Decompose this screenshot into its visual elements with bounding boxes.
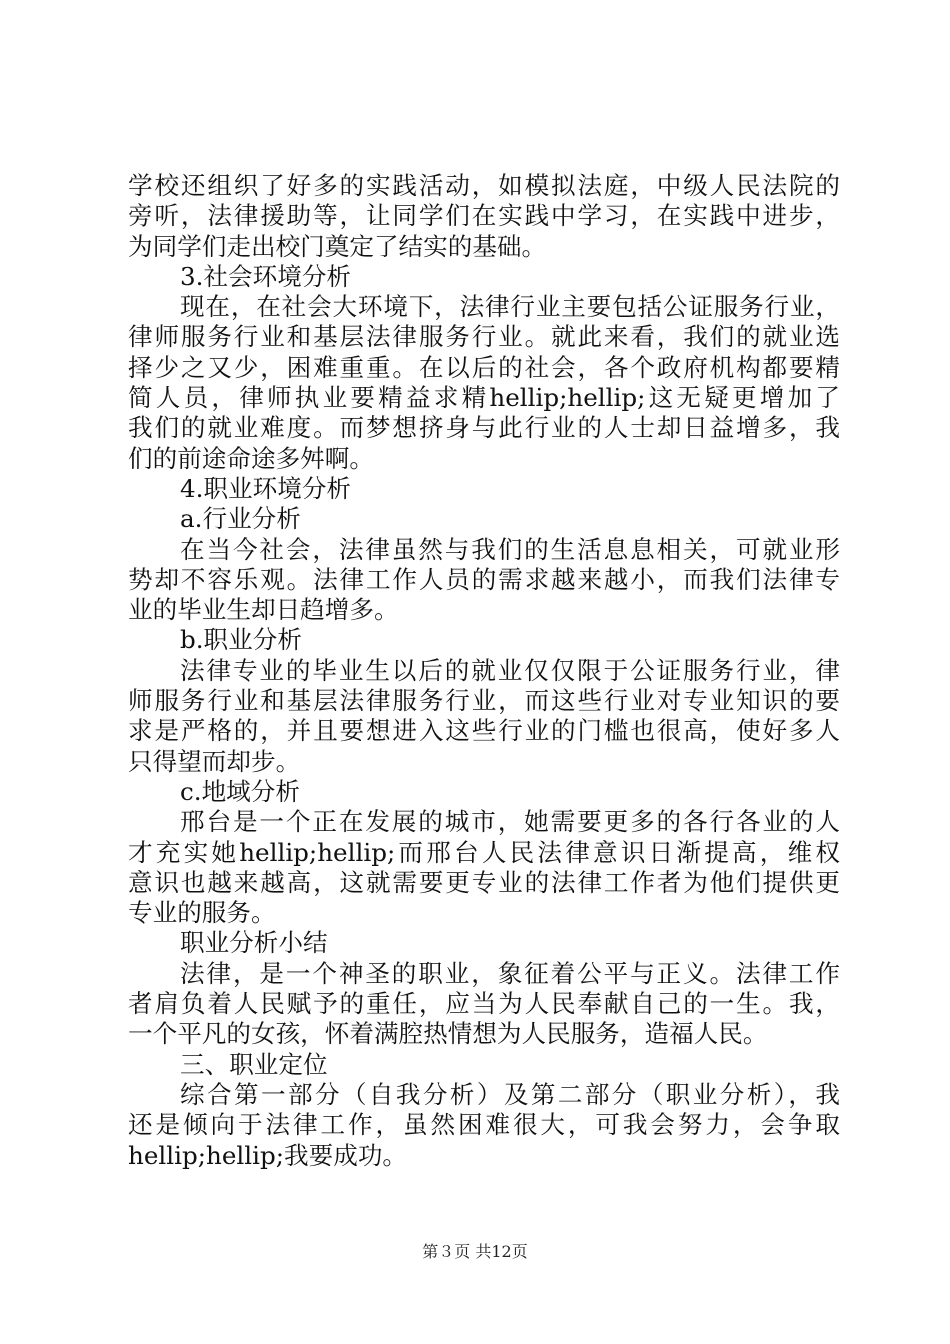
- text-line: 求是严格的，并且要想进入这些行业的门槛也很高，使好多人: [128, 716, 840, 746]
- text-line: 才充实她hellip;hellip;而邢台人民法律意识日渐提高，维权: [128, 837, 840, 867]
- text-line: 律师服务行业和基层法律服务行业。就此来看，我们的就业选: [128, 322, 840, 352]
- text-line: 只得望而却步。: [128, 746, 301, 776]
- text-line: 专业的服务。: [128, 898, 276, 928]
- text-line: 综合第一部分（自我分析）及第二部分（职业分析），我: [180, 1079, 840, 1109]
- text-line: 师服务行业和基层法律服务行业，而这些行业对专业知识的要: [128, 686, 840, 716]
- text-line: 择少之又少，困难重重。在以后的社会，各个政府机构都要精: [128, 352, 840, 382]
- text-line: 法律，是一个神圣的职业，象征着公平与正义。法律工作: [180, 958, 840, 988]
- page-number-footer: 第３页 共12页: [422, 1242, 528, 1261]
- text-line: 业的毕业生却日趋增多。: [128, 595, 399, 625]
- text-line: 们的前途命途多舛啊。: [128, 443, 374, 473]
- text-line: a.行业分析: [180, 504, 301, 534]
- text-line: 学校还组织了好多的实践活动，如模拟法庭，中级人民法院的: [128, 171, 840, 200]
- text-line: 3.社会环境分析: [180, 261, 352, 291]
- text-line: 三、职业定位: [180, 1049, 328, 1079]
- text-line: 在当今社会，法律虽然与我们的生活息息相关，可就业形: [180, 534, 840, 564]
- text-line: b.职业分析: [180, 625, 302, 655]
- text-line: 为同学们走出校门奠定了结实的基础。: [128, 231, 547, 261]
- text-line: 职业分析小结: [180, 928, 328, 958]
- document-body: [128, 171, 840, 1171]
- text-line: 4.职业环境分析: [180, 473, 352, 503]
- text-line: 意识也越来越高，这就需要更专业的法律工作者为他们提供更: [128, 867, 840, 897]
- text-line: 邢台是一个正在发展的城市，她需要更多的各行各业的人: [180, 807, 840, 837]
- text-line: hellip;hellip;我要成功。: [128, 1140, 408, 1170]
- text-line: 势却不容乐观。法律工作人员的需求越来越小，而我们法律专: [128, 564, 840, 594]
- text-line: 我们的就业难度。而梦想挤身与此行业的人士却日益增多，我: [128, 413, 840, 443]
- text-line: 还是倾向于法律工作，虽然困难很大，可我会努力，会争取: [128, 1110, 840, 1140]
- text-line: 简人员，律师执业要精益求精hellip;hellip;这无疑更增加了: [128, 383, 840, 413]
- text-line: c.地域分析: [180, 776, 300, 806]
- text-line: 者肩负着人民赋予的重任，应当为人民奉献自己的一生。我，: [128, 989, 840, 1019]
- text-line: 一个平凡的女孩，怀着满腔热情想为人民服务，造福人民。: [128, 1019, 768, 1049]
- text-line: 旁听，法律援助等，让同学们在实践中学习，在实践中进步，: [128, 201, 840, 231]
- text-line: 法律专业的毕业生以后的就业仅仅限于公证服务行业，律: [180, 655, 840, 685]
- text-line: 现在，在社会大环境下，法律行业主要包括公证服务行业，: [180, 292, 840, 322]
